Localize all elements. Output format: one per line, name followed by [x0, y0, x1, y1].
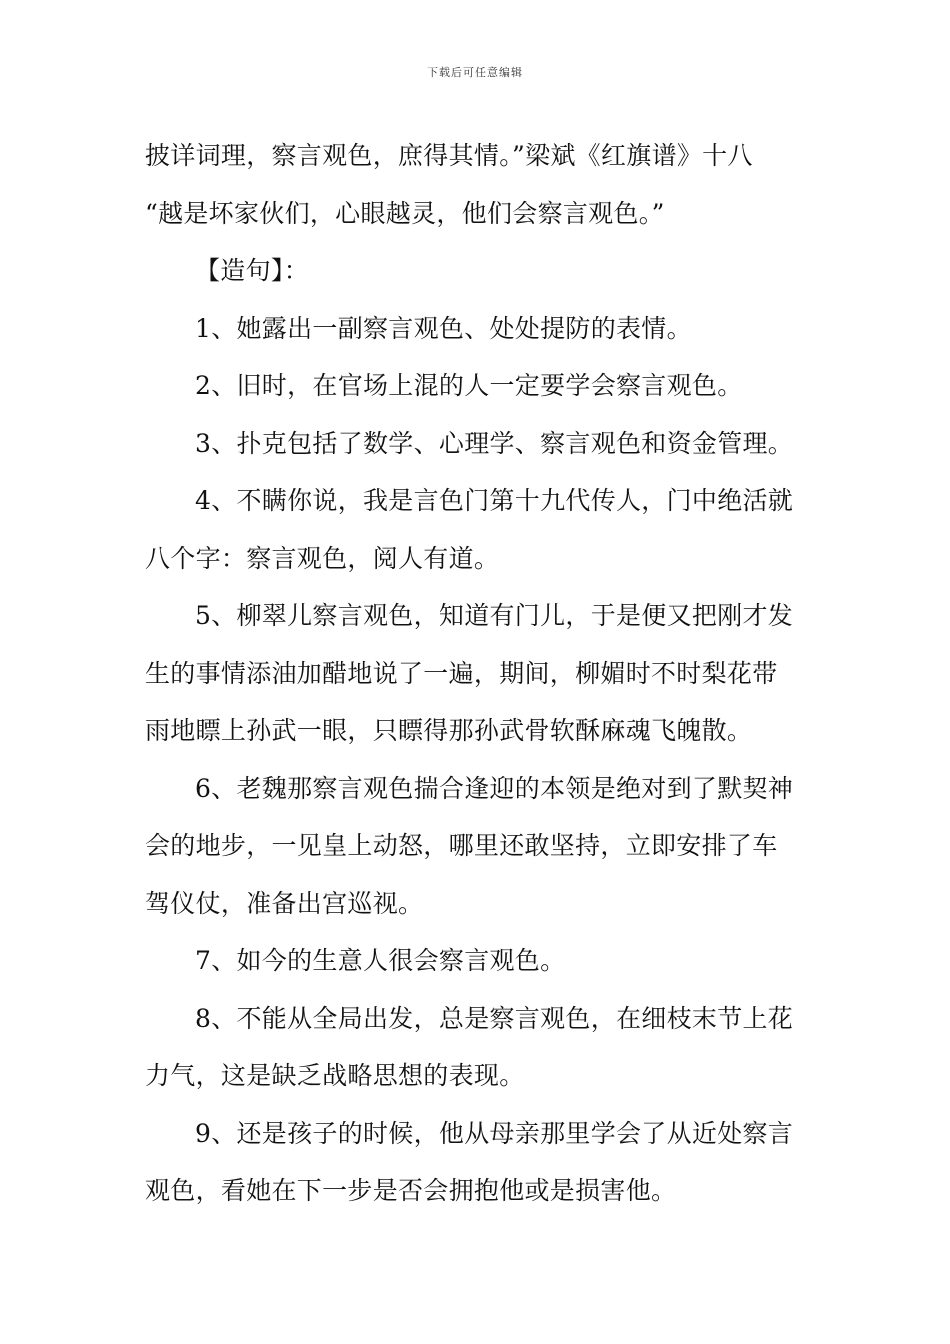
- text-line: “越是坏家伙们，心眼越灵，他们会察言观色。”: [145, 198, 665, 228]
- section-heading: 【造句】：: [195, 256, 310, 285]
- document-body: [145, 127, 810, 1220]
- text-line: 八个字：察言观色，阅人有道。: [145, 543, 500, 573]
- page-header: 下载后可任意编辑: [427, 66, 523, 79]
- text-line: 驾仪仗，准备出宫巡视。: [145, 888, 424, 918]
- text-line: 披详词理，察言观色，庶得其情。”梁斌《红旗谱》十八: [145, 141, 753, 170]
- example-sentence: 7、如今的生意人很会察言观色。: [195, 946, 566, 975]
- example-sentence: 4、不瞒你说，我是言色门第十九代传人，门中绝活就: [195, 486, 794, 515]
- example-sentence: 3、扑克包括了数学、心理学、察言观色和资金管理。: [195, 428, 794, 458]
- example-sentence: 2、旧时，在官场上混的人一定要学会察言观色。: [195, 371, 743, 400]
- text-line: 观色，看她在下一步是否会拥抱他或是损害他。: [145, 1176, 677, 1205]
- text-line: 会的地步，一见皇上动怒，哪里还敢坚持，立即安排了车: [145, 831, 778, 860]
- example-sentence: 9、还是孩子的时候，他从母亲那里学会了从近处察言: [195, 1118, 794, 1148]
- text-line: 雨地瞟上孙武一眼，只瞟得那孙武骨软酥麻魂飞魄散。: [145, 716, 753, 745]
- example-sentence: 8、不能从全局出发，总是察言观色，在细枝末节上花: [195, 1003, 794, 1033]
- example-sentence: 6、老魏那察言观色揣合逢迎的本领是绝对到了默契神: [195, 773, 794, 803]
- text-line: 力气，这是缺乏战略思想的表现。: [145, 1061, 525, 1090]
- example-sentence: 5、柳翠儿察言观色，知道有门儿，于是便又把刚才发: [195, 601, 794, 630]
- example-sentence: 1、她露出一副察言观色、处处提防的表情。: [195, 313, 692, 343]
- text-line: 生的事情添油加醋地说了一遍，期间，柳媚时不时梨花带: [145, 658, 778, 688]
